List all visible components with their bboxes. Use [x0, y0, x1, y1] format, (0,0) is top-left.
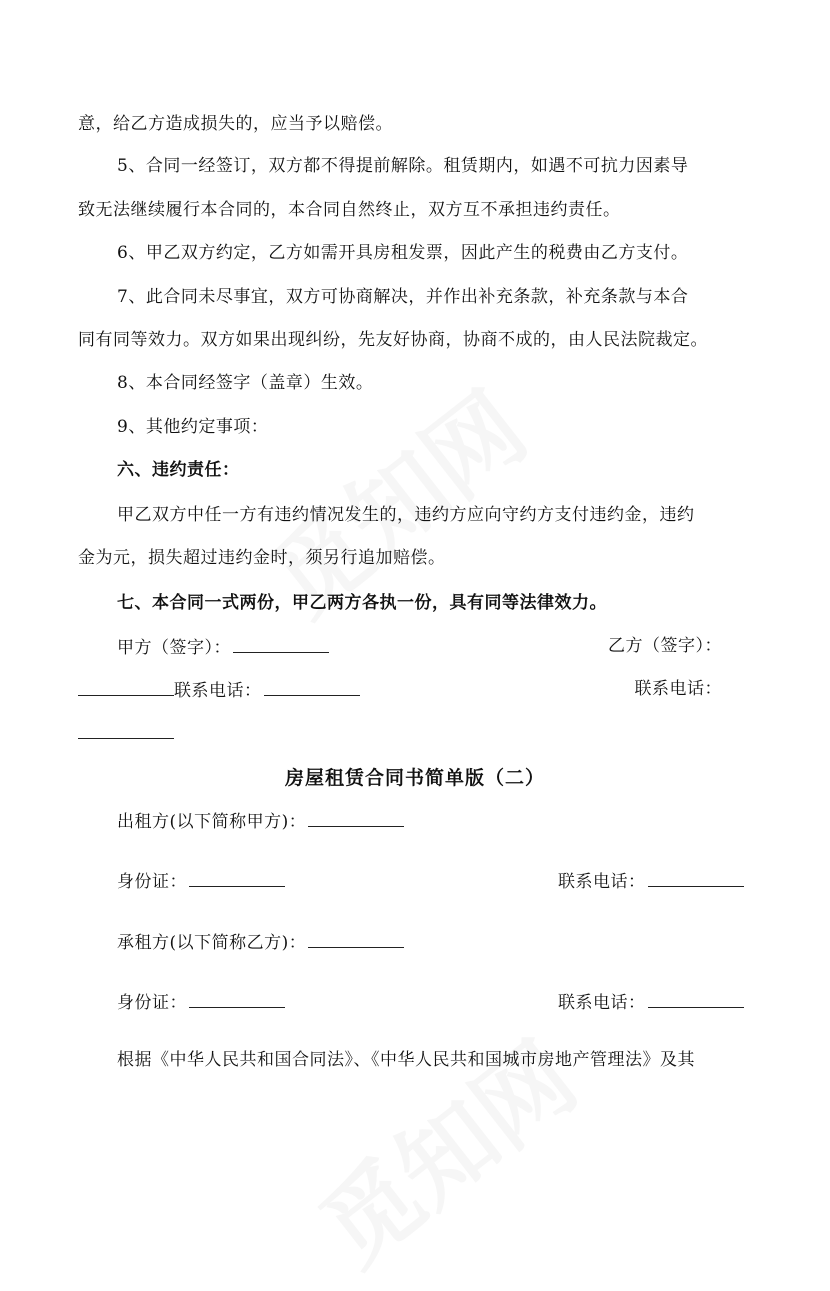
clause-5-line-1: 5、合同一经签订，双方都不得提前解除。租赁期内，如遇不可抗力因素导: [117, 156, 689, 176]
lessor-row: [117, 808, 404, 834]
breach-line-2: 金为元，损失超过违约金时，须另行追加赔偿。: [78, 548, 446, 568]
lessee-id-row: [117, 989, 285, 1015]
basis-paragraph: 根据《中华人民共和国合同法》、《中华人民共和国城市房地产管理法》及其: [117, 1050, 695, 1070]
breach-line-1: 甲乙双方中任一方有违约情况发生的，违约方应向守约方支付违约金，违约: [117, 505, 695, 525]
lessor-id-row: [117, 868, 285, 894]
section-heading-breach: 六、违约责任：: [117, 460, 240, 480]
paragraph-text: 意，给乙方造成损失的，应当予以赔偿。: [78, 114, 393, 134]
party-b-sign-label: 乙方（签字）：: [608, 636, 722, 656]
party-b-phone-label: 联系电话：: [634, 679, 722, 699]
phone-label: 联系电话：: [558, 993, 646, 1013]
lessee-phone-row: [558, 989, 744, 1015]
clause-5-line-2: 致无法继续履行本合同的，本合同自然终止，双方互不承担违约责任。: [78, 200, 621, 220]
lessor-label: 出租方(以下简称甲方)：: [117, 812, 307, 832]
id-label: 身份证：: [117, 993, 187, 1013]
lessor-blank[interactable]: [308, 808, 404, 827]
party-a-phone-blank[interactable]: [264, 677, 360, 696]
lessor-phone-blank[interactable]: [648, 868, 744, 887]
phone-label: 联系电话：: [174, 681, 262, 701]
clause-8: 8、本合同经签字（盖章）生效。: [117, 373, 374, 393]
clause-6: 6、甲乙双方约定，乙方如需开具房租发票，因此产生的税费由乙方支付。: [117, 243, 689, 263]
lessee-phone-blank[interactable]: [648, 989, 744, 1008]
party-a-sign-label: 甲方（签字）：: [117, 638, 231, 658]
section-heading-copies: 七、本合同一式两份，甲乙两方各执一份，具有同等法律效力。: [117, 593, 607, 613]
clause-9: 9、其他约定事项：: [117, 417, 269, 437]
id-label: 身份证：: [117, 872, 187, 892]
party-b-phone-row: [78, 720, 174, 746]
party-a-sign-blank-2[interactable]: [78, 677, 174, 696]
phone-label: 联系电话：: [558, 872, 646, 892]
party-a-signature: [117, 634, 329, 660]
lessee-label: 承租方(以下简称乙方)：: [117, 933, 307, 953]
lessee-blank[interactable]: [308, 929, 404, 948]
clause-7-line-1: 7、此合同未尽事宜，双方可协商解决，并作出补充条款，补充条款与本合: [117, 287, 689, 307]
lessor-phone-row: [558, 868, 744, 894]
clause-7-line-2: 同有同等效力。双方如果出现纠纷，先友好协商，协商不成的，由人民法院裁定。: [78, 330, 708, 350]
lessee-id-blank[interactable]: [189, 989, 285, 1008]
party-b-phone-blank[interactable]: [78, 720, 174, 739]
lessee-row: [117, 929, 404, 955]
lessor-id-blank[interactable]: [189, 868, 285, 887]
contract-2-title: 房屋租赁合同书简单版（二）: [284, 767, 545, 789]
party-a-phone: [78, 677, 360, 703]
party-a-sign-blank[interactable]: [233, 634, 329, 653]
